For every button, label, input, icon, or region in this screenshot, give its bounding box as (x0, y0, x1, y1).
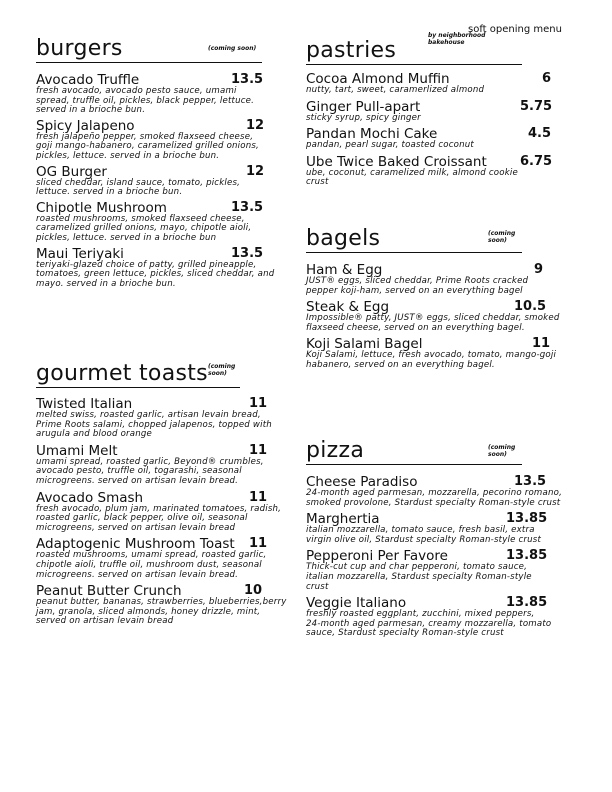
burgers-section (36, 32, 275, 289)
menu-item (306, 127, 552, 151)
item-name: Veggie Italiano (306, 595, 407, 612)
item-price: 12 (246, 117, 265, 133)
item-description: freshly roasted eggplant, zucchini, mixed peppers, 24-month aged parmesan, creamy mozzarella, tomato sauce, Stardust specialty Roman-style crust (306, 609, 552, 639)
menu-item (306, 72, 552, 96)
item-price: 13.5 (231, 72, 264, 87)
item-price: 6.75 (520, 153, 553, 169)
item-name: Ham & Egg (306, 262, 383, 278)
item-price: 10.5 (514, 299, 547, 315)
menu-item (36, 584, 290, 627)
menu-item (36, 444, 276, 487)
item-description: JUST® eggs, sliced cheddar, Prime Roots cracked pepper koji-ham, served on an everything bagel (306, 276, 529, 296)
item-name: Pandan Mochi Cake (306, 126, 438, 143)
item-description: ube, coconut, caramelized milk, almond cookie crust (306, 167, 518, 188)
item-price: 11 (249, 489, 268, 505)
section-note: (coming soon) (208, 45, 257, 52)
item-price: 13.5 (514, 474, 547, 489)
item-price: 13.5 (231, 245, 264, 261)
pizza-section (306, 434, 563, 639)
item-description: fresh jalapeño pepper, smoked flaxseed cheese, goji mango-habanero, caramelized grilled onions, pickles, lettuce. served in a brioche bun. (36, 131, 259, 161)
item-name: Twisted Italian (36, 396, 133, 412)
item-name: Ginger Pull-apart (306, 98, 421, 115)
menu-item (306, 263, 556, 296)
item-description: pandan, pearl sugar, toasted coconut (306, 140, 474, 151)
item-price: 5.75 (520, 98, 553, 114)
section-note: (coming soon) (488, 444, 516, 458)
toasts-section (36, 357, 287, 627)
menu-item (306, 549, 552, 592)
item-description: melted swiss, roasted garlic, artisan levain bread, Prime Roots salami, chopped jalapenos, topped with arugula and blood orange (36, 410, 272, 440)
menu-item (306, 337, 564, 370)
item-price: 12 (246, 163, 265, 179)
item-description: 24-month aged parmesan, mozzarella, pecorino romano, smoked provolone, Stardust specialty Roman-style crust (306, 488, 563, 508)
section-title: pizza (306, 438, 365, 463)
section-header (306, 222, 522, 253)
item-price: 13.5 (231, 199, 264, 215)
section-note: (coming soon) (208, 363, 236, 377)
item-description: Impossible® patty, JUST® eggs, sliced cheddar, smoked flaxseed cheese, served on an everything bagel. (306, 313, 560, 333)
section-header (36, 32, 262, 63)
item-name: Pepperoni Per Favore (306, 548, 448, 565)
item-description: Thick-cut cup and char pepperoni, tomato sauce, italian mozzarella, Stardust specialty Roman-style crust (306, 562, 532, 592)
item-price: 9 (534, 262, 544, 277)
item-name: Adaptogenic Mushroom Toast (36, 536, 235, 553)
menu-item (36, 201, 282, 244)
item-price: 10 (244, 583, 263, 599)
menu-item (36, 397, 272, 440)
item-name: Chipotle Mushroom (36, 199, 167, 216)
item-name: Umami Melt (36, 442, 118, 459)
item-name: Peanut Butter Crunch (36, 583, 182, 600)
section-title: gourmet toasts (36, 361, 208, 386)
item-description: italian mozzarella, tomato sauce, fresh basil, extra virgin olive oil, Stardust specialty Roman-style crust (306, 525, 542, 545)
item-description: peanut butter, bananas, strawberries, blueberries,berry jam, granola, sliced almonds, honey drizzle, mint, served on artisan levain bread (36, 597, 287, 627)
section-note: (coming soon) (488, 230, 516, 244)
item-description: nutty, tart, sweet, caramerlized almond (306, 85, 485, 95)
menu-item (306, 100, 552, 124)
bagels-section (306, 222, 560, 371)
section-title: pastries (306, 38, 397, 63)
item-name: Ube Twice Baked Croissant (306, 153, 487, 170)
section-header (306, 434, 522, 465)
item-price: 13.85 (506, 511, 548, 527)
menu-item (36, 119, 272, 162)
item-price: 11 (249, 442, 268, 458)
item-description: sliced cheddar, island sauce, tomato, pickles, lettuce. served in a brioche bun. (36, 177, 241, 198)
item-description: fresh avocado, avocado pesto sauce, umami spread, truffle oil, pickles, black pepper, lettuce. served in a brioche bun. (36, 86, 255, 116)
item-price: 11 (249, 536, 268, 552)
menu-item (36, 73, 272, 116)
item-price: 13.85 (506, 595, 548, 611)
section-header (306, 34, 522, 65)
item-description: teriyaki-glazed choice of patty, grilled pineapple, tomatoes, green lettuce, pickles, sliced cheddar, and mayo. served in a brioche bun. (36, 259, 275, 289)
section-note: by neighborhood bakehouse (428, 32, 486, 46)
section-title: bagels (306, 226, 381, 251)
item-name: Marghertia (306, 511, 380, 528)
item-price: 6 (542, 71, 552, 86)
menu-item (36, 247, 276, 290)
item-name: Maui Teriyaki (36, 245, 124, 262)
menu-item (306, 153, 553, 188)
item-description: roasted mushrooms, umami spread, roasted garlic, chipotle aioli, truffle oil, mushroom dust, seasonal microgreens. served on artisan levain bread. (36, 550, 267, 580)
item-description: Koji Salami, lettuce, fresh avocado, tomato, mango-goji habanero, served on an everything bagel. (306, 350, 557, 370)
item-price: 4.5 (528, 126, 552, 142)
item-description: roasted mushrooms, smoked flaxseed cheese, caramelized grilled onions, mayo, chipotle aioli, pickles, lettuce. served in a brioche bun (36, 213, 252, 243)
item-name: Cheese Paradiso (306, 474, 418, 490)
menu-item (306, 512, 556, 545)
section-title: burgers (36, 36, 123, 61)
item-name: Avocado Smash (36, 489, 144, 506)
menu-item (36, 165, 272, 198)
item-price: 13.85 (506, 548, 548, 564)
item-name: Avocado Truffle (36, 72, 140, 88)
item-name: Spicy Jalapeno (36, 117, 135, 134)
item-name: Steak & Egg (306, 299, 390, 316)
item-price: 11 (249, 396, 268, 411)
section-header (36, 357, 240, 388)
menu-item (306, 475, 568, 508)
menu-item (36, 537, 290, 580)
item-name: Koji Salami Bagel (306, 336, 423, 353)
item-description: sticky syrup, spicy ginger (306, 112, 421, 123)
item-name: Cocoa Almond Muffin (306, 71, 450, 87)
item-description: fresh avocado, plum jam, marinated tomatoes, radish, roasted garlic, black pepper, olive oil, seasonal microgreens, served on artisan levain bread (36, 503, 282, 533)
menu-title: soft opening menu (468, 24, 562, 35)
item-name: OG Burger (36, 163, 107, 180)
item-description: umami spread, roasted garlic, Beyond® crumbles, avocado pesto, truffle oil, togarashi, seasonal microgreens. served on artisan levain bread. (36, 456, 264, 486)
menu-item (36, 491, 288, 534)
menu-item (306, 596, 552, 639)
menu-item (306, 300, 566, 333)
item-price: 11 (532, 336, 551, 352)
pastries-section (306, 32, 553, 188)
